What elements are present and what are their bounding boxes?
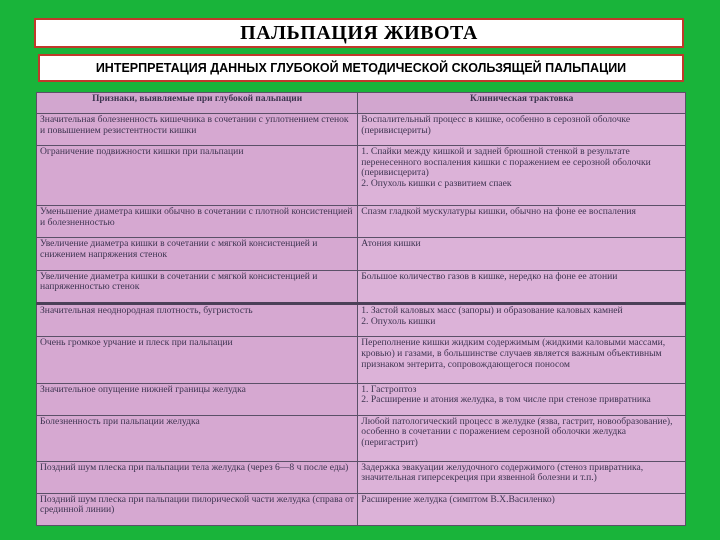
table-row [37,493,686,525]
sign-cell: Очень громкое урчание и плеск при пальпации [37,337,358,383]
palpation-table-wrapper [36,92,686,526]
sign-cell: Поздний шум плеска при пальпации пилорической части желудка (справа от срединной линии) [37,493,358,525]
interpretation-cell: Переполнение кишки жидким содержимым (жидкими каловыми массами, кровью) и газами, в большинстве случаев является важным объективным признаком энтерита, сопровождающегося поносом [358,337,686,383]
interpretation-cell: Большое количество газов в кишке, нередко на фоне ее атонии [358,270,686,303]
interpretation-cell: 1. Гастроптоз 2. Расширение и атония желудка, в том числе при стенозе привратника [358,383,686,415]
table-row [37,146,686,206]
interpretation-cell: Задержка эвакуации желудочного содержимого (стеноз привратника, значительная гиперсекреция при язвенной болезни и т.п.) [358,461,686,493]
table-row [37,461,686,493]
interpretation-cell: 1. Застой каловых масс (запоры) и образование каловых камней 2. Опухоль кишки [358,303,686,336]
sign-cell: Болезненность при пальпации желудка [37,415,358,461]
sign-cell: Увеличение диаметра кишки в сочетании с мягкой консистенцией и напряженностью стенок [37,270,358,303]
sign-cell: Значительная болезненность кишечника в сочетании с уплотнением стенок и повышением резистентности кишки [37,114,358,146]
interpretation-cell: Атония кишки [358,238,686,270]
sign-cell: Уменьшение диаметра кишки обычно в сочетании с плотной консистенцией и болезненностью [37,206,358,238]
sign-cell: Значительная неоднородная плотность, бугристость [37,303,358,336]
table-row [37,238,686,270]
interpretation-cell: Любой патологический процесс в желудке (язва, гастрит, новообразование), особенно в сочетании с поражением серозной оболочки желудка (перигастрит) [358,415,686,461]
table-row [37,206,686,238]
table-row [37,303,686,336]
sign-cell: Ограничение подвижности кишки при пальпации [37,146,358,206]
header-signs: Признаки, выявляемые при глубокой пальпации [37,93,358,114]
slide-subtitle-box [38,54,684,82]
sign-cell: Значительное опущение нижней границы желудка [37,383,358,415]
interpretation-cell: 1. Спайки между кишкой и задней брюшной стенкой в результате перенесенного воспаления кишки с поражением ее серозной оболочки (перивисцерита) 2. Опухоль кишки с развитием спаек [358,146,686,206]
interpretation-cell: Воспалительный процесс в кишке, особенно в серозной оболочке (перивисцериты) [358,114,686,146]
header-interpretation: Клиническая трактовка [358,93,686,114]
table-row [37,415,686,461]
interpretation-cell: Расширение желудка (симптом В.Х.Василенко) [358,493,686,525]
table-row [37,383,686,415]
table-row [37,114,686,146]
interpretation-cell: Спазм гладкой мускулатуры кишки, обычно на фоне ее воспаления [358,206,686,238]
palpation-table [36,92,686,526]
table-header-row [37,93,686,114]
slide-title-box [34,18,684,48]
sign-cell: Поздний шум плеска при пальпации тела желудка (через 6—8 ч после еды) [37,461,358,493]
slide-subtitle: ИНТЕРПРЕТАЦИЯ ДАННЫХ ГЛУБОКОЙ МЕТОДИЧЕСКОЙ СКОЛЬЗЯЩЕЙ ПАЛЬПАЦИИ [95,61,627,75]
slide-title: ПАЛЬПАЦИЯ ЖИВОТА [240,21,478,44]
sign-cell: Увеличение диаметра кишки в сочетании с мягкой консистенцией и снижением напряжения стенок [37,238,358,270]
table-row [37,337,686,383]
table-row [37,270,686,303]
